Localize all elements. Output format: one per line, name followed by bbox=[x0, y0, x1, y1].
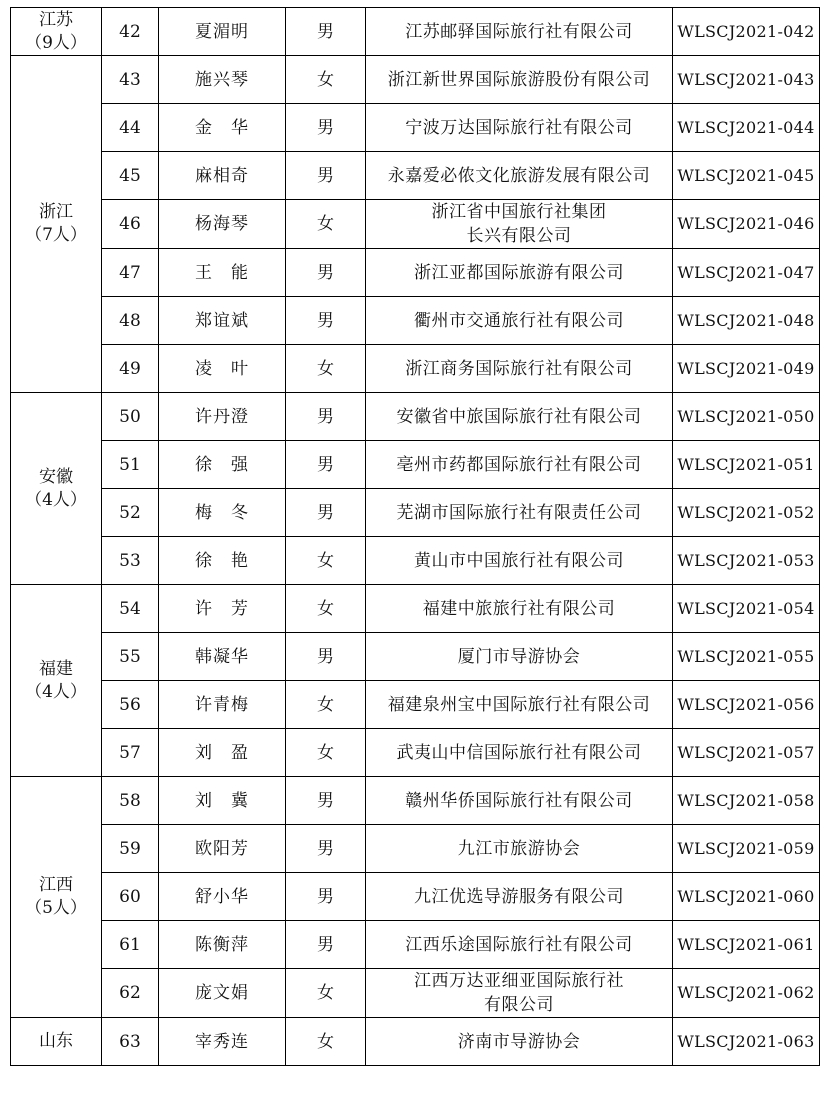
name-cell: 韩凝华 bbox=[159, 633, 286, 681]
province-cell bbox=[11, 393, 102, 585]
province-label: （5人） bbox=[25, 898, 87, 918]
table-row bbox=[11, 873, 820, 921]
certificate-code-cell: WLSCJ2021-050 bbox=[673, 393, 820, 441]
certificate-code-cell: WLSCJ2021-045 bbox=[673, 152, 820, 200]
number-cell: 57 bbox=[102, 729, 159, 777]
number-cell: 53 bbox=[102, 537, 159, 585]
certificate-code-cell: WLSCJ2021-043 bbox=[673, 56, 820, 104]
number-cell: 55 bbox=[102, 633, 159, 681]
table-row bbox=[11, 345, 820, 393]
certificate-code-cell: WLSCJ2021-062 bbox=[673, 969, 820, 1018]
province-label: 江西 bbox=[39, 875, 73, 895]
organization-cell bbox=[366, 825, 673, 873]
certificate-code-cell: WLSCJ2021-053 bbox=[673, 537, 820, 585]
guide-list-table bbox=[10, 7, 820, 1066]
table-row bbox=[11, 585, 820, 633]
certificate-code-cell: WLSCJ2021-046 bbox=[673, 200, 820, 249]
name-cell: 欧阳芳 bbox=[159, 825, 286, 873]
table-row bbox=[11, 729, 820, 777]
table-row bbox=[11, 825, 820, 873]
table-row bbox=[11, 969, 820, 1018]
certificate-code-cell: WLSCJ2021-049 bbox=[673, 345, 820, 393]
gender-cell: 女 bbox=[286, 681, 366, 729]
table-row bbox=[11, 249, 820, 297]
number-cell: 56 bbox=[102, 681, 159, 729]
certificate-code-cell: WLSCJ2021-051 bbox=[673, 441, 820, 489]
certificate-code-cell: WLSCJ2021-052 bbox=[673, 489, 820, 537]
number-cell: 63 bbox=[102, 1018, 159, 1066]
organization-cell bbox=[366, 585, 673, 633]
number-cell: 61 bbox=[102, 921, 159, 969]
number-cell: 54 bbox=[102, 585, 159, 633]
table-row bbox=[11, 681, 820, 729]
organization-line: 江西万达亚细亚国际旅行社 bbox=[414, 971, 624, 991]
province-cell bbox=[11, 1018, 102, 1066]
province-label: （4人） bbox=[25, 489, 87, 510]
province-label: 山东 bbox=[39, 1031, 73, 1051]
province-label: （4人） bbox=[25, 681, 87, 702]
organization-line: 宁波万达国际旅行社有限公司 bbox=[405, 117, 633, 138]
number-cell: 47 bbox=[102, 249, 159, 297]
gender-cell: 女 bbox=[286, 56, 366, 104]
number-cell: 44 bbox=[102, 104, 159, 152]
organization-cell bbox=[366, 1018, 673, 1066]
province-cell bbox=[11, 585, 102, 777]
name-cell: 宰秀连 bbox=[159, 1018, 286, 1066]
gender-cell: 男 bbox=[286, 393, 366, 441]
table-row bbox=[11, 297, 820, 345]
organization-line: 浙江省中国旅行社集团 bbox=[431, 202, 607, 222]
province-cell bbox=[11, 56, 102, 393]
organization-line: 武夷山中信国际旅行社有限公司 bbox=[396, 742, 642, 763]
certificate-code-cell: WLSCJ2021-057 bbox=[673, 729, 820, 777]
gender-cell: 男 bbox=[286, 249, 366, 297]
name-cell: 舒小华 bbox=[159, 873, 286, 921]
certificate-code-cell: WLSCJ2021-055 bbox=[673, 633, 820, 681]
table-row bbox=[11, 8, 820, 56]
name-cell: 夏湄明 bbox=[159, 8, 286, 56]
certificate-code-cell: WLSCJ2021-047 bbox=[673, 249, 820, 297]
certificate-code-cell: WLSCJ2021-063 bbox=[673, 1018, 820, 1066]
organization-cell bbox=[366, 441, 673, 489]
name-cell: 许丹澄 bbox=[159, 393, 286, 441]
name-cell: 梅 冬 bbox=[159, 489, 286, 537]
name-cell: 陈衡萍 bbox=[159, 921, 286, 969]
gender-cell: 男 bbox=[286, 297, 366, 345]
number-cell: 45 bbox=[102, 152, 159, 200]
name-cell: 凌 叶 bbox=[159, 345, 286, 393]
province-cell bbox=[11, 8, 102, 56]
number-cell: 49 bbox=[102, 345, 159, 393]
name-cell: 许 芳 bbox=[159, 585, 286, 633]
gender-cell: 男 bbox=[286, 825, 366, 873]
province-label: 浙江 bbox=[39, 202, 73, 222]
number-cell: 48 bbox=[102, 297, 159, 345]
organization-line: 江苏邮驿国际旅行社有限公司 bbox=[405, 21, 633, 42]
gender-cell: 男 bbox=[286, 441, 366, 489]
organization-line: 亳州市药都国际旅行社有限公司 bbox=[396, 454, 642, 475]
name-cell: 刘 冀 bbox=[159, 777, 286, 825]
organization-cell bbox=[366, 681, 673, 729]
gender-cell: 女 bbox=[286, 200, 366, 249]
name-cell: 徐 强 bbox=[159, 441, 286, 489]
certificate-code-cell: WLSCJ2021-058 bbox=[673, 777, 820, 825]
province-label: 安徽 bbox=[39, 466, 73, 487]
certificate-code-cell: WLSCJ2021-054 bbox=[673, 585, 820, 633]
number-cell: 62 bbox=[102, 969, 159, 1018]
certificate-code-cell: WLSCJ2021-060 bbox=[673, 873, 820, 921]
number-cell: 52 bbox=[102, 489, 159, 537]
organization-cell bbox=[366, 297, 673, 345]
name-cell: 金 华 bbox=[159, 104, 286, 152]
number-cell: 60 bbox=[102, 873, 159, 921]
organization-cell bbox=[366, 200, 673, 249]
certificate-code-cell: WLSCJ2021-048 bbox=[673, 297, 820, 345]
gender-cell: 男 bbox=[286, 777, 366, 825]
table-row bbox=[11, 152, 820, 200]
table-row bbox=[11, 56, 820, 104]
organization-line: 九江市旅游协会 bbox=[457, 838, 581, 859]
name-cell: 施兴琴 bbox=[159, 56, 286, 104]
number-cell: 50 bbox=[102, 393, 159, 441]
name-cell: 刘 盈 bbox=[159, 729, 286, 777]
organization-cell bbox=[366, 393, 673, 441]
organization-cell bbox=[366, 489, 673, 537]
gender-cell: 女 bbox=[286, 537, 366, 585]
organization-cell bbox=[366, 729, 673, 777]
gender-cell: 女 bbox=[286, 1018, 366, 1066]
organization-line: 赣州华侨国际旅行社有限公司 bbox=[405, 790, 633, 811]
table-row bbox=[11, 489, 820, 537]
name-cell: 徐 艳 bbox=[159, 537, 286, 585]
number-cell: 58 bbox=[102, 777, 159, 825]
gender-cell: 女 bbox=[286, 729, 366, 777]
name-cell: 王 能 bbox=[159, 249, 286, 297]
organization-cell bbox=[366, 345, 673, 393]
organization-cell bbox=[366, 969, 673, 1018]
number-cell: 51 bbox=[102, 441, 159, 489]
organization-line: 长兴有限公司 bbox=[466, 226, 572, 246]
organization-line: 济南市导游协会 bbox=[457, 1031, 581, 1052]
gender-cell: 男 bbox=[286, 873, 366, 921]
gender-cell: 男 bbox=[286, 104, 366, 152]
organization-line: 衢州市交通旅行社有限公司 bbox=[414, 310, 624, 331]
organization-line: 浙江商务国际旅行社有限公司 bbox=[405, 358, 633, 379]
certificate-code-cell: WLSCJ2021-042 bbox=[673, 8, 820, 56]
organization-cell bbox=[366, 249, 673, 297]
organization-cell bbox=[366, 873, 673, 921]
organization-line: 黄山市中国旅行社有限公司 bbox=[414, 550, 624, 571]
table-row bbox=[11, 1018, 820, 1066]
table-row bbox=[11, 393, 820, 441]
gender-cell: 男 bbox=[286, 489, 366, 537]
organization-line: 厦门市导游协会 bbox=[457, 646, 581, 667]
organization-cell bbox=[366, 104, 673, 152]
province-label: （7人） bbox=[25, 225, 87, 245]
certificate-code-cell: WLSCJ2021-044 bbox=[673, 104, 820, 152]
organization-cell bbox=[366, 8, 673, 56]
gender-cell: 女 bbox=[286, 345, 366, 393]
gender-cell: 男 bbox=[286, 633, 366, 681]
organization-cell bbox=[366, 56, 673, 104]
table-body bbox=[11, 8, 820, 1066]
province-label: 江苏 bbox=[39, 9, 73, 30]
province-label: 福建 bbox=[39, 658, 73, 679]
number-cell: 46 bbox=[102, 200, 159, 249]
table-row bbox=[11, 921, 820, 969]
organization-line: 永嘉爱必侬文化旅游发展有限公司 bbox=[387, 165, 651, 186]
organization-line: 浙江新世界国际旅游股份有限公司 bbox=[387, 69, 651, 90]
organization-line: 芜湖市国际旅行社有限责任公司 bbox=[396, 502, 642, 523]
organization-line: 九江优选导游服务有限公司 bbox=[414, 886, 624, 907]
gender-cell: 男 bbox=[286, 921, 366, 969]
organization-line: 福建泉州宝中国际旅行社有限公司 bbox=[387, 694, 651, 715]
name-cell: 郑谊斌 bbox=[159, 297, 286, 345]
organization-line: 江西乐途国际旅行社有限公司 bbox=[405, 934, 633, 955]
number-cell: 43 bbox=[102, 56, 159, 104]
table-row bbox=[11, 200, 820, 249]
certificate-code-cell: WLSCJ2021-061 bbox=[673, 921, 820, 969]
name-cell: 杨海琴 bbox=[159, 200, 286, 249]
table-row bbox=[11, 777, 820, 825]
certificate-code-cell: WLSCJ2021-056 bbox=[673, 681, 820, 729]
table-row bbox=[11, 104, 820, 152]
number-cell: 42 bbox=[102, 8, 159, 56]
organization-cell bbox=[366, 152, 673, 200]
name-cell: 麻相奇 bbox=[159, 152, 286, 200]
name-cell: 庞文娟 bbox=[159, 969, 286, 1018]
gender-cell: 女 bbox=[286, 585, 366, 633]
organization-cell bbox=[366, 633, 673, 681]
organization-line: 浙江亚都国际旅游有限公司 bbox=[414, 262, 624, 283]
number-cell: 59 bbox=[102, 825, 159, 873]
name-cell: 许青梅 bbox=[159, 681, 286, 729]
table-row bbox=[11, 633, 820, 681]
province-label: （9人） bbox=[25, 32, 87, 53]
table-row bbox=[11, 441, 820, 489]
organization-line: 安徽省中旅国际旅行社有限公司 bbox=[396, 406, 642, 427]
organization-cell bbox=[366, 537, 673, 585]
organization-cell bbox=[366, 921, 673, 969]
table-row bbox=[11, 537, 820, 585]
gender-cell: 男 bbox=[286, 8, 366, 56]
organization-line: 有限公司 bbox=[484, 995, 554, 1015]
organization-line: 福建中旅旅行社有限公司 bbox=[422, 598, 616, 619]
province-cell bbox=[11, 777, 102, 1018]
certificate-code-cell: WLSCJ2021-059 bbox=[673, 825, 820, 873]
gender-cell: 女 bbox=[286, 969, 366, 1018]
organization-cell bbox=[366, 777, 673, 825]
gender-cell: 男 bbox=[286, 152, 366, 200]
